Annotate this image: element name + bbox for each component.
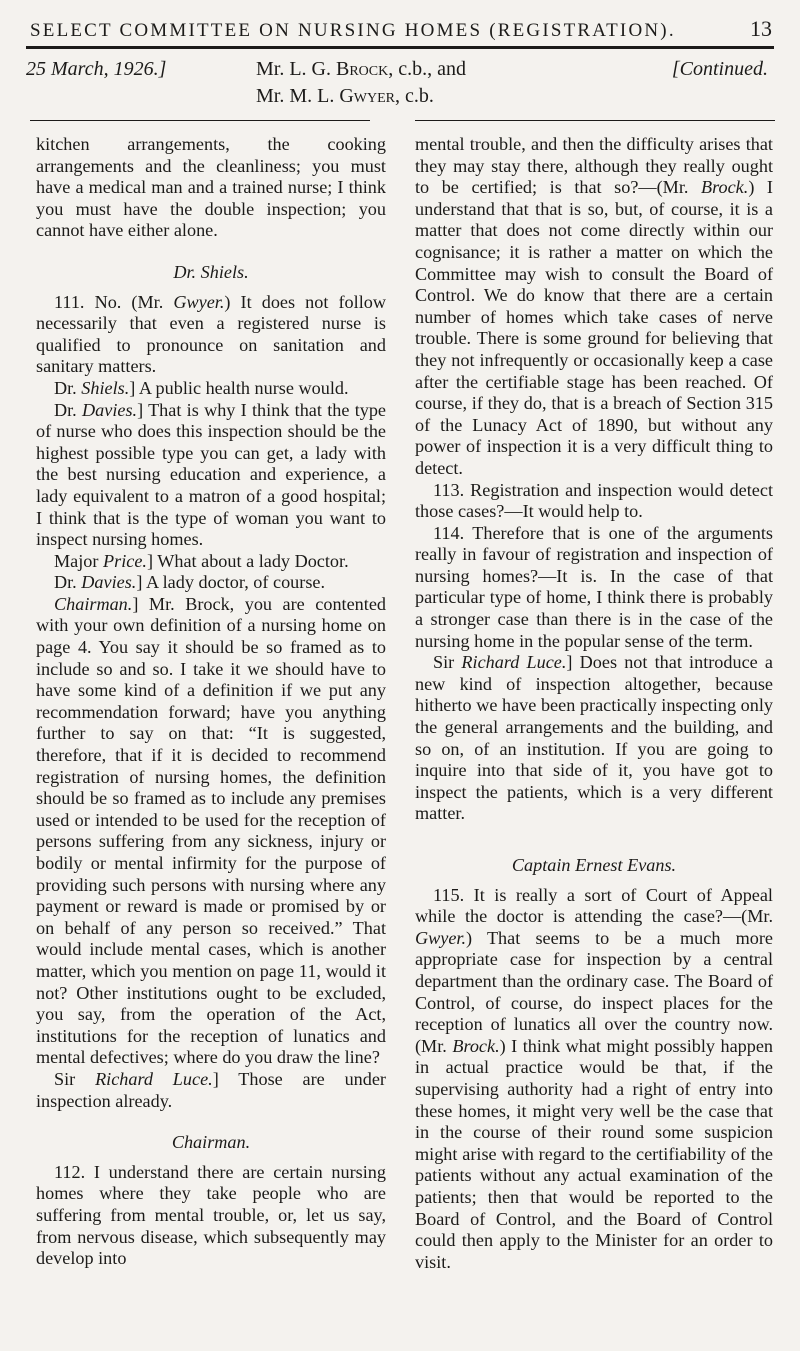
header-rule (26, 46, 774, 49)
page-number: 13 (750, 16, 772, 41)
paragraph: mental trouble, and then the difficulty arises that they may stay there, although they really ought to be certified; is that so?—(Mr. Brock.) I understand that that is so, but, of course, it is a matter that does not come directly within our cognisance; it is rather a matter on which the Committee may wish to consult the Board of Control. We do know that there are a certain number of homes which take cases of nerve trouble. There is some ground for believing that they not infrequently or occasionally keep a case after the certifiable stage has been reached. Of course, if they do, that is a breach of Section 315 of the Lunacy Act of 1890, but without any power of inspection it is a very difficult thing to detect. (415, 134, 773, 478)
running-title: SELECT COMMITTEE ON NURSING HOMES (REGISTRATION). (30, 20, 676, 41)
meta-rule-right (415, 120, 775, 121)
paragraph: 112. I understand there are certain nursing homes where they take people who are suffering from mental trouble, or, let us say, from nervous disease, which subsequently may develop into (36, 1161, 386, 1269)
witness-line-2 (256, 83, 466, 110)
right-column (415, 134, 773, 1273)
left-column (36, 134, 386, 1270)
witness-line-1 (256, 56, 466, 83)
paragraph: 114. Therefore that is one of the arguments really in favour of registration and inspection of nursing homes?—It is. In the case of that particular type of home, I think there is probably a stronger case than there is in the case of the nursing home in the popular sense of the term. (415, 522, 773, 651)
witness1-prefix: Mr. L. G. (256, 58, 336, 80)
witness2-prefix: Mr. M. L. (256, 85, 340, 107)
paragraph: Dr. Davies.] A lady doctor, of course. (54, 572, 326, 593)
session-date: 25 March, 1926.] (26, 58, 167, 80)
continued-label: [Continued. (671, 58, 768, 80)
paragraph: 115. It is really a sort of Court of Appeal while the doctor is attending the case?—(Mr. Gwyer.) That seems to be a much more appropriate case for inspection by a central department than the ordinary case. The Board of Control, of course, do inspect places for the reception of lunatics all over the country now. (Mr. Brock.) I think what might possibly happen in actual practice would be that, if the supervising authority had a right of entry into these homes, it might very well be the case that in the course of their round some suspicion might arise with regard to the certifiability of the patients without any actual examination of the patients; then that would be reported to the Board of Control, and the Board of Control could then apply to the Minister for an order to visit. (415, 884, 774, 1272)
witness2-name: Gwyer (339, 85, 396, 107)
witness1-name: Brock (336, 58, 389, 80)
speaker-heading: Dr. Shiels. (173, 261, 249, 282)
running-head (30, 16, 772, 42)
speaker-heading: Chairman. (171, 1132, 251, 1153)
meta-rule-left (30, 120, 370, 121)
paragraph: Chairman.] Mr. Brock, you are contented with your own definition of a nursing home on page 4. You say it should be so framed as to include so and so. I take it we should have to have some kind of a definition if we put any recommendation forward; have you anything further to say on that: “It is suggested, therefore, that if it is decided to recommend registration of nursing homes, the definition should be so framed as to include any premises used or intended to be used for the reception of persons suffering from any sickness, injury or bodily or mental infirmity for the purpose of providing such persons with nursing where any payment or reward is made or promised by or on behalf of any person so received.” That would include mental cases, which is another matter, which you mention on page 11, would it not? Other institutions ought to be excluded, you say, from the operation of the Act, institutions for the reception of lunatics and mental defectives; where do you draw the line? (36, 593, 386, 1068)
paragraph: 111. No. (Mr. Gwyer.) It does not follow necessarily that even a registered nurse is qualified to pronounce on sanitation and sanitary matters. (36, 291, 386, 377)
paragraph: Dr. Davies.] That is why I think that the type of nurse who does this inspection should be the highest possible type you can get, a lady with the best nursing education and experience, a lady equivalent to a matron of a good hospital; I think that is the type of woman you want to inspect nursing homes. (36, 399, 387, 550)
paragraph: Sir Richard Luce.] Those are under inspection already. (36, 1068, 386, 1111)
paragraph: 113. Registration and inspection would detect those cases?—It would help to. (415, 479, 773, 522)
witness1-suffix: , c.b., and (388, 58, 467, 80)
paragraph: Sir Richard Luce.] Does not that introduce a new kind of inspection altogether, because hitherto we have been practically inspecting only the general arrangements and the building, and so on, of an institution. If you are going to inquire into that side of it, you have got to inspect the patients, which is a very different matter. (415, 652, 773, 824)
paragraph: kitchen arrangements, the cooking arrangements and the cleanliness; you must have a medical man and a trained nurse; I think you must have the double inspection; you cannot have either alone. (36, 134, 386, 241)
witness-header (26, 56, 774, 116)
witness-names (256, 56, 466, 110)
speaker-heading: Captain Ernest Evans. (511, 855, 677, 875)
paragraph: Dr. Shiels.] A public health nurse would. (54, 377, 349, 398)
witness2-suffix: , c.b. (395, 85, 434, 107)
paragraph: Major Price.] What about a lady Doctor. (54, 550, 349, 571)
